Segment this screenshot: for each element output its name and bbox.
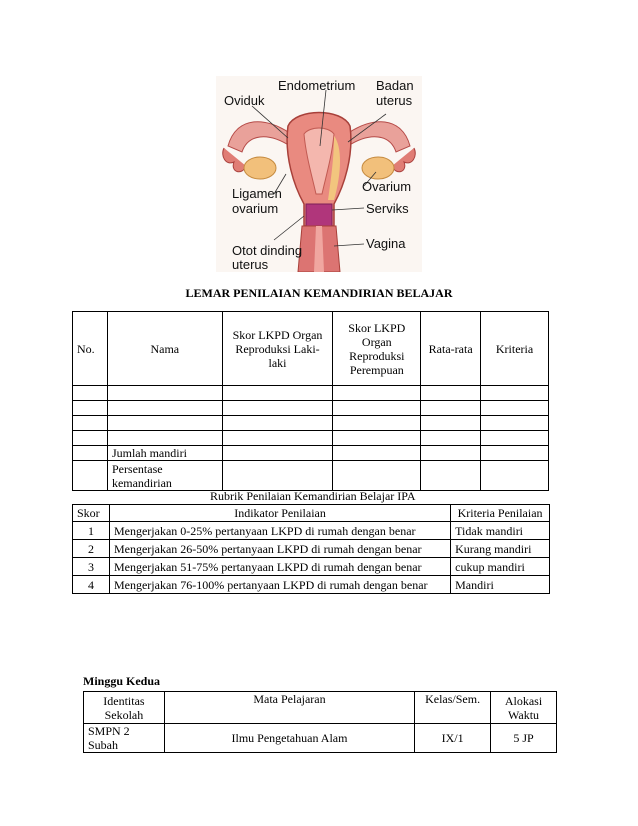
jumlah-row <box>73 446 549 461</box>
rubrik-header-kriteria: Kriteria Penilaian <box>451 505 550 522</box>
table-row <box>73 431 549 446</box>
label-badan-uterus-1: Badan <box>376 78 414 93</box>
label-oviduk: Oviduk <box>224 93 265 108</box>
label-ligamen-1: Ligamen <box>232 186 282 201</box>
label-vagina: Vagina <box>366 236 406 251</box>
cell-mapel: Ilmu Pengetahuan Alam <box>164 724 414 753</box>
minggu-title: Minggu Kedua <box>83 674 161 688</box>
cell-alokasi: 5 JP <box>491 724 557 753</box>
assessment-table <box>72 311 549 491</box>
table-row <box>73 416 549 431</box>
header-identitas: Identitas Sekolah <box>84 692 165 724</box>
header-skor-laki: Skor LKPD Organ Reproduksi Laki-laki <box>222 312 333 386</box>
header-kelas: Kelas/Sem. <box>415 692 491 724</box>
table-row: 1 Mengerjakan 0-25% pertanyaan LKPD di rumah dengan benar Tidak mandiri <box>73 522 550 540</box>
table-row: 3 Mengerjakan 51-75% pertanyaan LKPD di rumah dengan benar cukup mandiri <box>73 558 550 576</box>
minggu-header-row <box>84 692 557 724</box>
label-endometrium: Endometrium <box>278 78 356 93</box>
label-otot-2: uterus <box>232 257 269 272</box>
label-badan-uterus-2: uterus <box>376 93 413 108</box>
rubrik-table <box>72 504 550 594</box>
table-row: 4 Mengerjakan 76-100% pertanyaan LKPD di rumah dengan benar Mandiri <box>73 576 550 594</box>
table-row: 2 Mengerjakan 26-50% pertanyaan LKPD di rumah dengan benar Kurang mandiri <box>73 540 550 558</box>
label-ovarium: Ovarium <box>362 179 412 194</box>
label-serviks: Serviks <box>366 201 409 216</box>
assessment-title: LEMAR PENILAIAN KEMANDIRIAN BELAJAR <box>185 286 453 300</box>
table-row <box>84 724 557 753</box>
header-kriteria: Kriteria <box>481 312 549 386</box>
header-alokasi: Alokasi Waktu <box>491 692 557 724</box>
cell-identitas: SMPN 2 Subah <box>84 724 165 753</box>
header-no: No. <box>73 312 108 386</box>
rubrik-header-skor: Skor <box>73 505 110 522</box>
rubrik-header-indikator: Indikator Penilaian <box>109 505 450 522</box>
table-row <box>73 386 549 401</box>
assessment-header-row <box>73 312 549 386</box>
table-row <box>73 401 549 416</box>
persentase-row <box>73 461 549 491</box>
label-otot-1: Otot dinding <box>232 243 303 258</box>
minggu-table <box>83 691 557 753</box>
header-nama: Nama <box>107 312 222 386</box>
header-rata: Rata-rata <box>421 312 481 386</box>
jumlah-label: Jumlah mandiri <box>107 446 222 461</box>
header-mapel: Mata Pelajaran <box>164 692 414 724</box>
rubrik-title: Rubrik Penilaian Kemandirian Belajar IPA <box>210 489 416 503</box>
header-skor-perempuan: Skor LKPD Organ Reproduksi Perempuan <box>333 312 421 386</box>
reproductive-organ-figure <box>216 76 422 272</box>
rubrik-header-row <box>73 505 550 522</box>
persentase-label: Persentase kemandirian <box>107 461 222 491</box>
cell-kelas: IX/1 <box>415 724 491 753</box>
label-ligamen-2: ovarium <box>232 201 279 216</box>
